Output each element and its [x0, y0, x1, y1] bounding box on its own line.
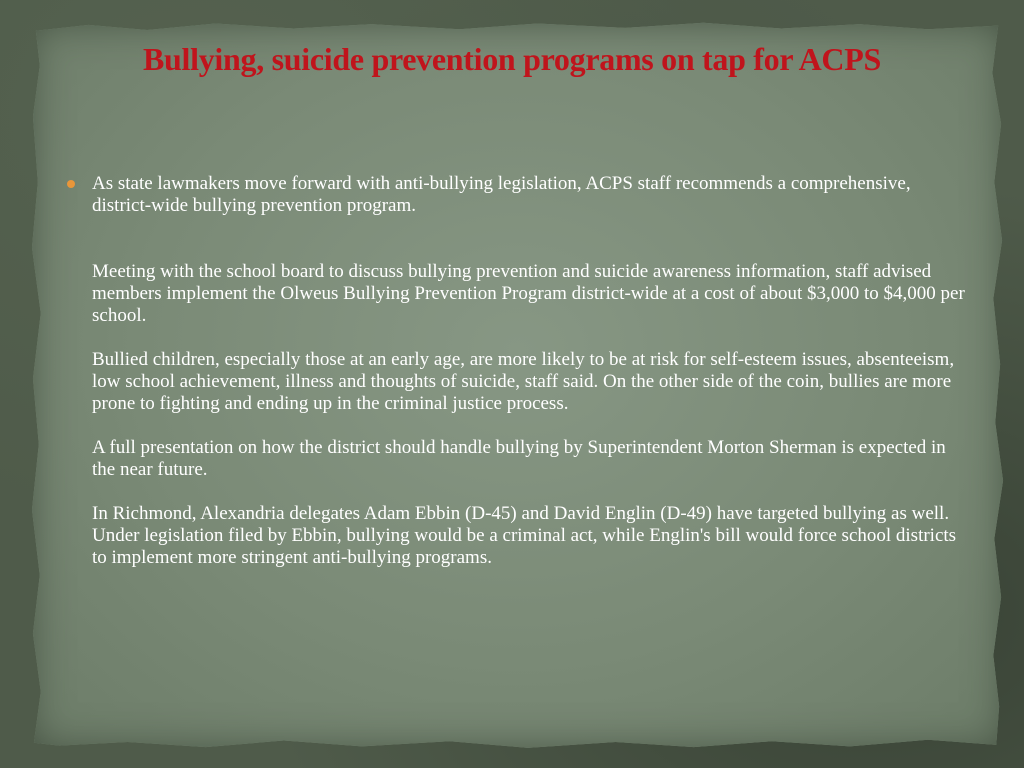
slide-title: Bullying, suicide prevention programs on tap for ACPS [143, 41, 881, 77]
body-paragraph-3: Bullied children, especially those at an early age, are more likely to be at risk for self-esteem issues, absenteeism, low school achievement, illness and thoughts of suicide, staff said. On the other side of the coin, bullies are more prone to fighting and ending up in the criminal justice process. [92, 349, 955, 414]
body-paragraph-2: Meeting with the school board to discuss bullying prevention and suicide awareness information, staff advised members implement the Olweus Bullying Prevention Program district-wide at a cost of about $3,000 to $4,000 per school. [92, 261, 965, 326]
body-paragraph-4: A full presentation on how the district should handle bullying by Superintendent Morton Sherman is expected in the near future. [92, 437, 946, 480]
body-paragraph-5: In Richmond, Alexandria delegates Adam Ebbin (D-45) and David Englin (D-49) have targeted bullying as well. Under legislation filed by Ebbin, bullying would be a criminal act, while Englin's bill would force school districts to implement more stringent anti-bullying programs. [92, 503, 957, 568]
bullet-dot-icon [67, 180, 75, 188]
body-paragraph-1: As state lawmakers move forward with anti-bullying legislation, ACPS staff recommends a comprehensive, district-wide bullying prevention program. [92, 173, 911, 216]
slide-body [92, 173, 972, 591]
